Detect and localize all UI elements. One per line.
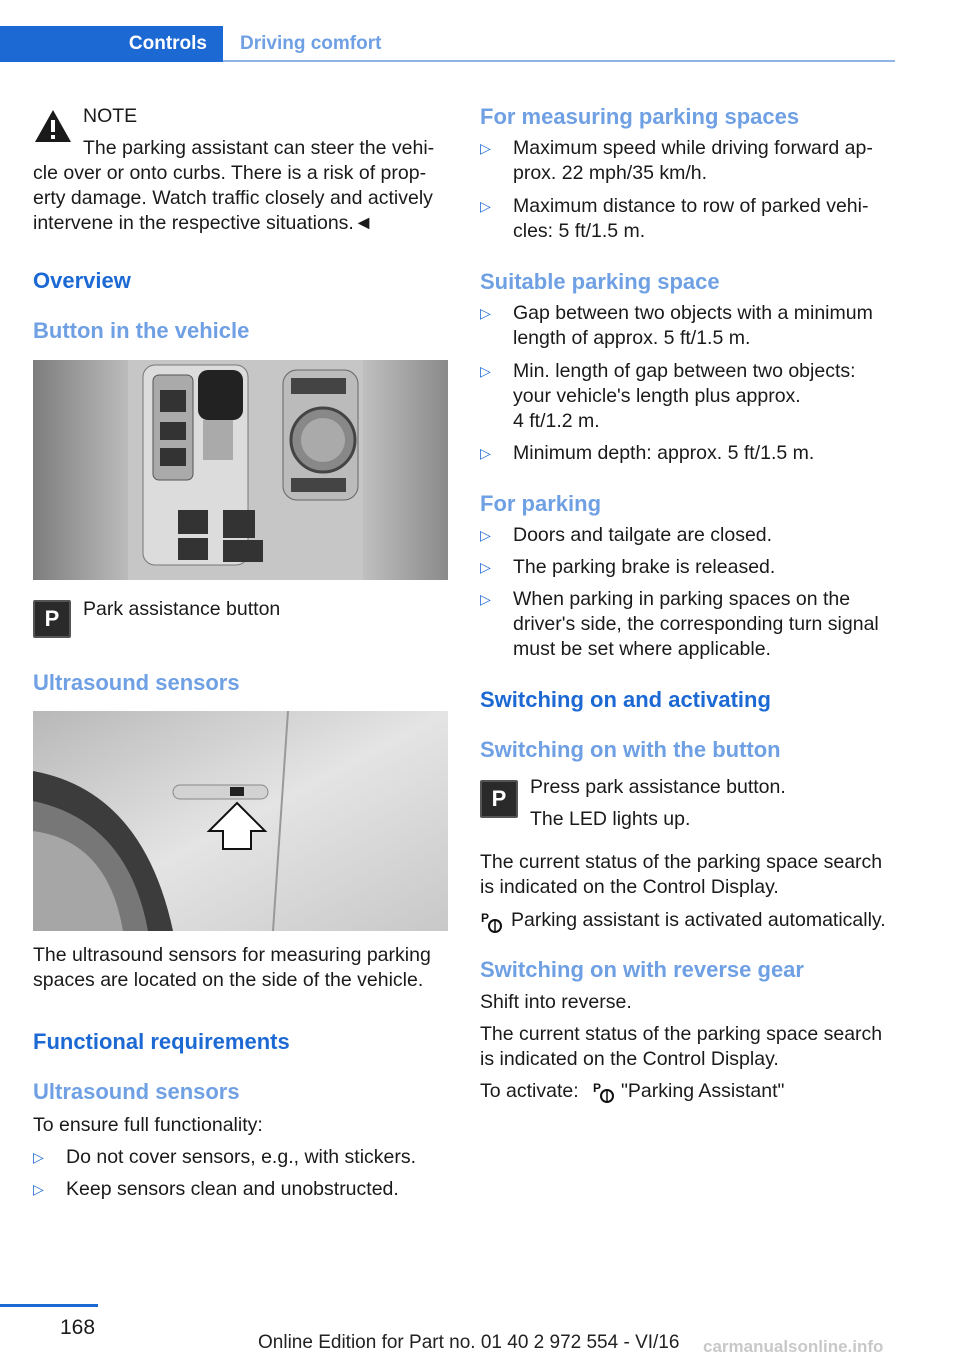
list-item-cont: cles: 5 ft/1.5 m. [513,220,646,242]
heading-suitable: Suitable parking space [480,269,720,294]
parking-assistant-icon [480,910,504,934]
triangle-bullet-icon: ▷ [480,559,491,575]
note-text-2: cle over or onto curbs. There is a risk of prop- [33,162,427,184]
full-functionality-text: To ensure full functionality: [33,1114,263,1136]
press-button-text: Press park assistance button. [530,776,786,798]
triangle-bullet-icon: ▷ [33,1149,44,1165]
triangle-bullet-icon: ▷ [33,1181,44,1197]
status-text-2: is indicated on the Control Display. [480,876,779,898]
triangle-bullet-icon: ▷ [480,305,491,321]
status-text-3: The current status of the parking space search [480,1023,883,1045]
sensor-text-1: The ultrasound sensors for measuring parking [33,944,431,966]
list-item-cont: 4 ft/1.2 m. [513,410,600,432]
park-assist-icon: P [480,780,518,818]
triangle-bullet-icon: ▷ [480,445,491,461]
header-divider [223,60,895,62]
header-tabs [0,26,895,62]
triangle-bullet-icon: ▷ [480,527,491,543]
tab-driving-comfort[interactable]: Driving comfort [240,33,382,54]
status-text-1: The current status of the parking space search [480,851,883,873]
list-item-cont: prox. 22 mph/35 km/h. [513,162,708,184]
parking-assistant-icon [592,1080,616,1104]
heading-ultrasound-sensors: Ultrasound sensors [33,670,240,695]
svg-text:P: P [593,1081,602,1095]
status-text-4: is indicated on the Control Display. [480,1048,779,1070]
park-assist-caption: Park assistance button [83,598,281,620]
footer-accent-line [0,1304,98,1307]
edition-text: Online Edition for Part no. 01 40 2 972 554 - VI/16 [258,1332,680,1353]
triangle-bullet-icon: ▷ [480,140,491,156]
note-text-1: The parking assistant can steer the vehi- [83,137,435,159]
watermark: carmanualsonline.info [703,1337,884,1356]
triangle-bullet-icon: ▷ [480,198,491,214]
activated-auto-text: Parking assistant is activated automatically. [511,909,886,931]
parking-assistant-menu-text: "Parking Assistant" [621,1080,785,1102]
sensor-photo [33,711,448,931]
shift-reverse-text: Shift into reverse. [480,991,632,1013]
console-photo [33,360,448,580]
note-text-3: erty damage. Watch traffic closely and actively [33,187,433,209]
sensor-text-2: spaces are located on the side of the vehicle. [33,969,424,991]
heading-functional-requirements: Functional requirements [33,1029,290,1054]
heading-measuring: For measuring parking spaces [480,104,800,129]
park-assist-icon: P [33,600,71,638]
to-activate-text: To activate: [480,1080,579,1102]
list-item-cont: your vehicle's length plus approx. [513,385,801,407]
triangle-bullet-icon: ▷ [480,591,491,607]
heading-for-parking: For parking [480,491,602,516]
note-label: NOTE [83,105,138,127]
heading-ultrasound-sensors-2: Ultrasound sensors [33,1079,240,1104]
heading-with-button: Switching on with the button [480,737,781,762]
svg-text:P: P [481,911,490,925]
list-item-cont: must be set where applicable. [513,638,771,660]
heading-button-in-vehicle: Button in the vehicle [33,318,250,343]
page-number: 168 [60,1316,96,1339]
note-text-4: intervene in the respective situations.◄ [33,212,374,234]
triangle-bullet-icon: ▷ [480,363,491,379]
tab-controls[interactable]: Controls [0,26,223,62]
list-item-cont: driver's side, the corresponding turn signal [513,613,879,635]
warning-icon [33,108,73,144]
heading-overview: Overview [33,268,131,293]
heading-switching-on: Switching on and activating [480,687,771,712]
list-item-cont: length of approx. 5 ft/1.5 m. [513,327,751,349]
heading-reverse-gear: Switching on with reverse gear [480,957,804,982]
led-text: The LED lights up. [530,808,691,830]
